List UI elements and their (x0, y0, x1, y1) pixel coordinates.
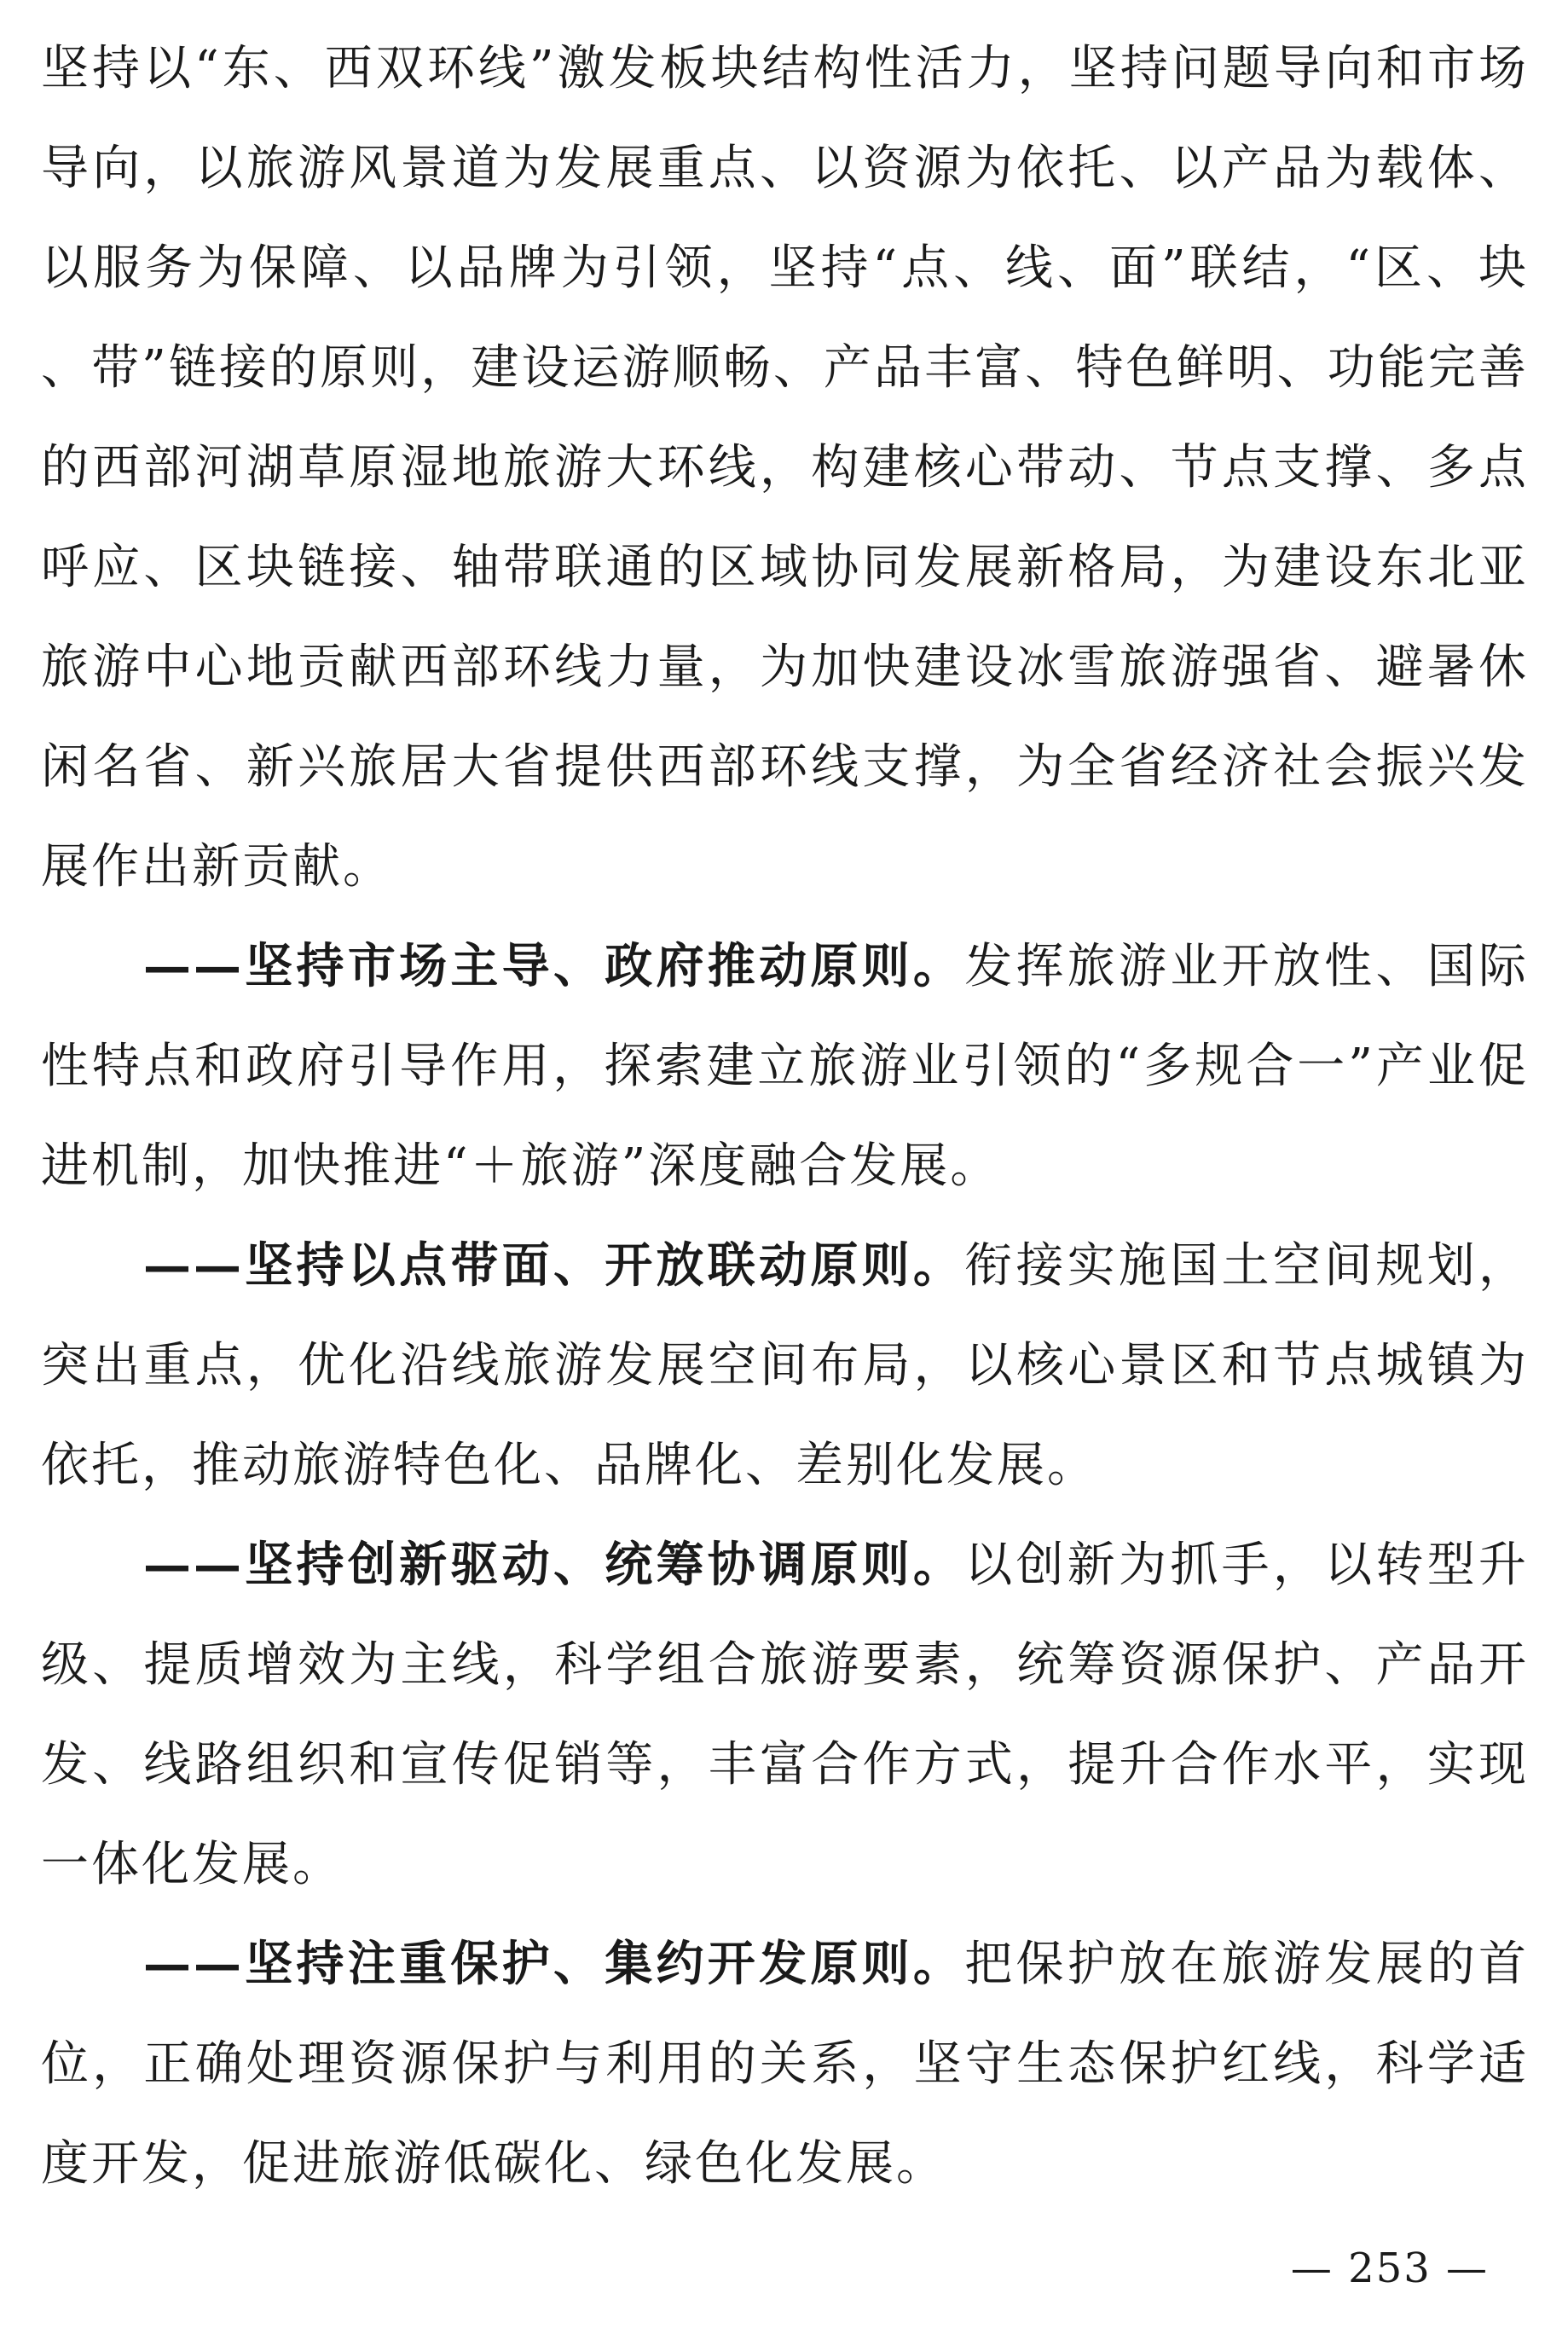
paragraph-intro-text: 坚持以“东、西双环线”激发板块结构性活力，坚持问题导向和市场导向，以旅游风景道为发展重点、以资源为依托、以产品为载体、以服务为保障、以品牌为引领，坚持“点、线、面”联结，“区、块、带”链接的原则，建设运游顺畅、产品丰富、特色鲜明、功能完善的西部河湖草原湿地旅游大环线，构建核心带动、节点支撑、多点呼应、区块链接、轴带联通的区域协同发展新格局，为建设东北亚旅游中心地贡献西部环线力量，为加快建设冰雪旅游强省、避暑休闲名省、新兴旅居大省提供西部环线支撑，为全省经济社会振兴发展作出新贡献。 (41, 41, 1529, 895)
principle-heading-linkage: ——坚持以点带面、开放联动原则。 (143, 1237, 965, 1294)
principle-body-protection: 把保护放在旅游发展的首位，正确处理资源保护与利用的关系，坚守生态保护红线，科学适度开发，促进旅游低碳化、绿色化发展。 (41, 1937, 1530, 2192)
principle-body-market: 发挥旅游业开放性、国际性特点和政府引导作用，探索建立旅游业引领的“多规合一”产业促进机制，加快推进“＋旅游”深度融合发展。 (41, 939, 1530, 1194)
principle-heading-innovation: ——坚持创新驱动、统筹协调原则。 (143, 1537, 965, 1593)
principle-body-linkage: 衔接实施国土空间规划，突出重点，优化沿线旅游发展空间布局，以核心景区和节点城镇为依托，推动旅游特色化、品牌化、差别化发展。 (41, 1238, 1530, 1493)
principle-body-innovation: 以创新为抓手，以转型升级、提质增效为主线，科学组合旅游要素，统筹资源保护、产品开发、线路组织和宣传促销等，丰富合作方式，提升合作水平，实现一体化发展。 (41, 1538, 1530, 1892)
page-number: — 253 — (1290, 2244, 1490, 2292)
paragraph-principle-innovation (41, 1515, 1529, 1914)
principle-heading-market: ——坚持市场主导、政府推动原则。 (143, 938, 965, 994)
paragraph-intro (41, 19, 1529, 917)
paragraph-principle-protection (41, 1914, 1529, 2214)
principle-heading-protection: ——坚持注重保护、集约开发原则。 (143, 1936, 965, 1992)
paragraph-principle-linkage (41, 1216, 1529, 1515)
paragraph-principle-market (41, 917, 1529, 1216)
document-body (41, 19, 1529, 2214)
